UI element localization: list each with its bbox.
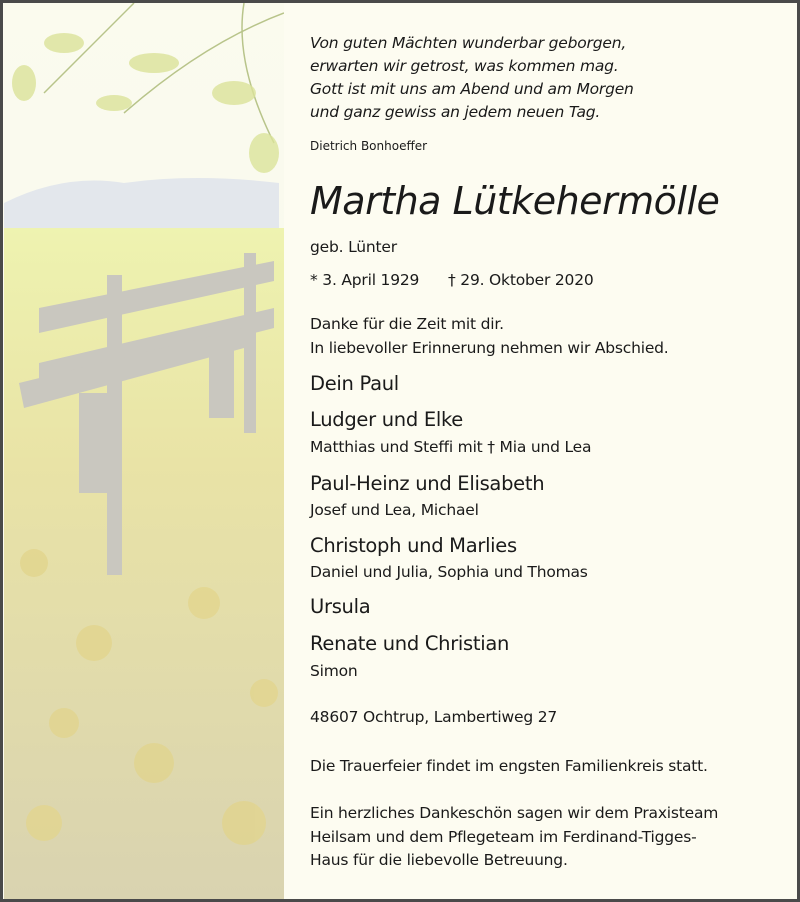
funeral-note: Die Trauerfeier findet im engsten Familienkreis statt. — [310, 757, 708, 775]
address: 48607 Ochtrup, Lambertiweg 27 — [310, 708, 558, 726]
mourner-name: Paul-Heinz und Elisabeth — [310, 472, 545, 495]
mourner-family: Josef und Lea, Michael — [310, 501, 479, 519]
death-date: † 29. Oktober 2020 — [448, 271, 594, 289]
bench-landscape-image — [4, 3, 284, 899]
mourner-name: Ursula — [310, 595, 371, 618]
mourner-family: Daniel und Julia, Sophia und Thomas — [310, 563, 588, 581]
mourner-name: Dein Paul — [310, 372, 399, 395]
quote-line: erwarten wir getrost, was kommen mag. — [310, 57, 619, 75]
thanks-line: Haus für die liebevolle Betreuung. — [310, 851, 568, 869]
message-line: In liebevoller Erinnerung nehmen wir Abschied. — [310, 339, 669, 357]
maiden-name: geb. Lünter — [310, 238, 397, 256]
quote-line: Gott ist mit uns am Abend und am Morgen — [310, 80, 634, 98]
mourner-name: Ludger und Elke — [310, 408, 463, 431]
quote-line: Von guten Mächten wunderbar geborgen, — [310, 34, 627, 52]
thanks-line: Heilsam und dem Pflegeteam im Ferdinand-Tigges- — [310, 828, 697, 846]
quote-line: und ganz gewiss an jedem neuen Tag. — [310, 103, 601, 121]
mourner-name: Renate und Christian — [310, 632, 510, 655]
deceased-name: Martha Lütkehermölle — [310, 179, 720, 223]
mourner-family: Simon — [310, 662, 358, 680]
mourner-family: Matthias und Steffi mit † Mia und Lea — [310, 438, 592, 456]
birth-date: * 3. April 1929 — [310, 271, 420, 289]
quote-author: Dietrich Bonhoeffer — [310, 139, 428, 153]
mourner-name: Christoph und Marlies — [310, 534, 517, 557]
message-line: Danke für die Zeit mit dir. — [310, 315, 504, 333]
thanks-line: Ein herzliches Dankeschön sagen wir dem Praxisteam — [310, 804, 719, 822]
